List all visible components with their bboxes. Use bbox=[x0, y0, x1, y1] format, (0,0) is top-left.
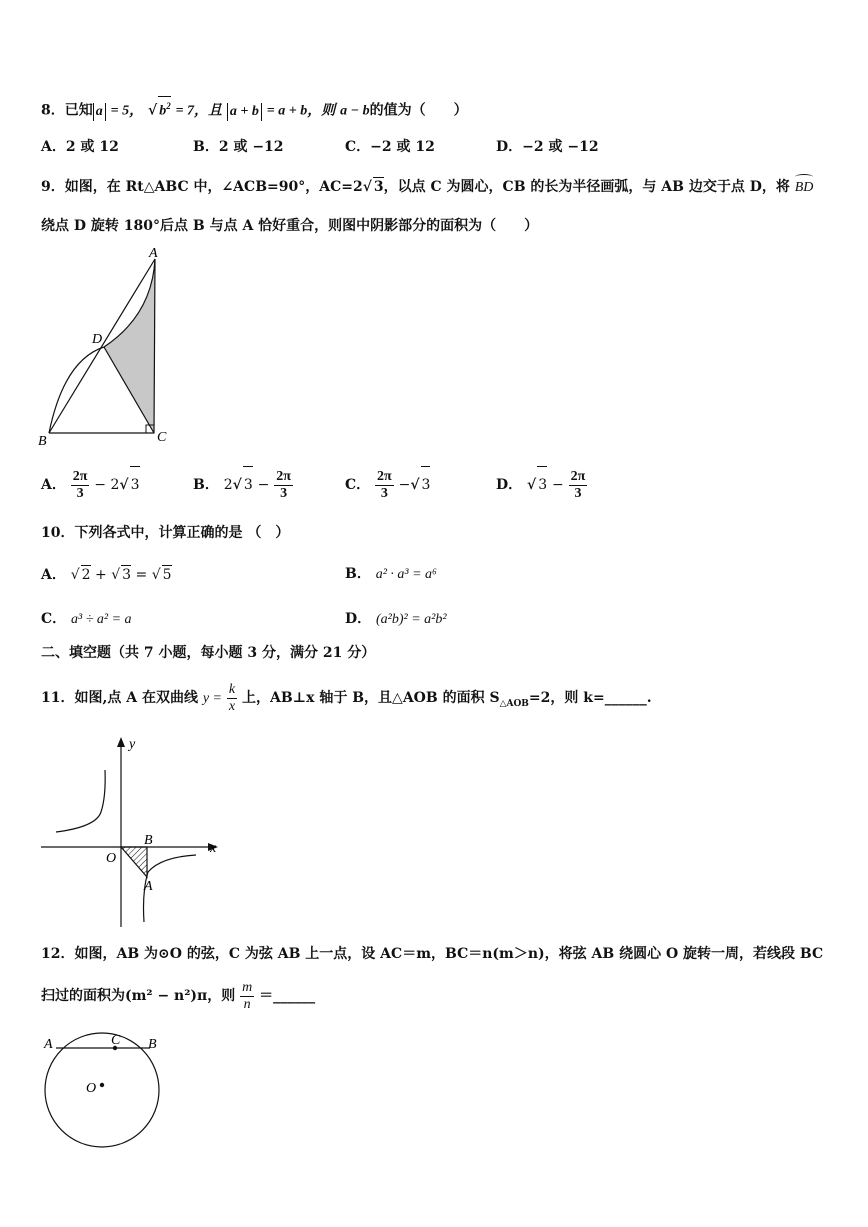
label-a: A bbox=[144, 879, 153, 894]
q9-figure bbox=[34, 245, 234, 455]
q8-option-a: A．2 或 12 bbox=[41, 139, 119, 155]
abs-a: a bbox=[93, 103, 106, 121]
q12-stem-line2: 扫过的面积为(m² − n²)π，则 $\frac{m}{n}$ ＝______ bbox=[41, 979, 316, 1012]
section-heading: 二、填空题（共 7 小题，每小题 3 分，满分 21 分） bbox=[41, 645, 376, 661]
label-o: O bbox=[86, 1081, 97, 1096]
q10-option-a: A． √ 2 + √ 3 = √ 5 bbox=[41, 567, 172, 583]
q8-stem: 8．已知 a = 5， √ $b^2 = 7$，且 a + b = a + b，则 a − b的值为（ ） bbox=[41, 96, 468, 121]
q10-option-b: B． a² · a³ = a⁶ bbox=[345, 566, 437, 582]
label-c: C bbox=[157, 430, 167, 445]
q9-stem-line1: 9．如图，在 Rt△ABC 中，∠ACB=90°，AC=2√ 3，以点 C 为圆心，CB 的长为半径画弧，与 AB 边交于点 D，将 BD bbox=[41, 177, 813, 197]
q8-option-d: D．−2 或 −12 bbox=[496, 139, 599, 155]
shaded-region bbox=[104, 259, 155, 433]
q10-option-d: D． (a²b)² = a²b² bbox=[345, 611, 447, 627]
label-b: B bbox=[38, 434, 47, 449]
label-b: B bbox=[144, 833, 153, 848]
label-a: A bbox=[44, 1037, 53, 1052]
y-axis-arrow bbox=[117, 737, 125, 747]
q11-stem: 11．如图,点 A 在双曲线 y = $\frac{k}{x}$ 上，AB⊥x 轴于 B，且△AOB 的面积 $S_{\triangle AOB}=2$，则 k=______. bbox=[41, 681, 652, 714]
q9-option-a: A． $\frac{2\pi}{3}$ − 2√ 3 bbox=[41, 466, 140, 502]
point-o bbox=[100, 1083, 104, 1087]
q12-figure bbox=[38, 1030, 178, 1150]
sqrt-b2: $b^2$ bbox=[158, 96, 171, 121]
q10-option-c: C． a³ ÷ a² = a bbox=[41, 611, 132, 627]
circle-o bbox=[45, 1033, 159, 1147]
q12-stem-line1: 12．如图，AB 为⊙O 的弦，C 为弦 AB 上一点，设 AC＝m，BC＝n(m＞n)，将弦 AB 绕圆心 O 旋转一周，若线段 BC bbox=[41, 946, 824, 962]
q9-stem-line2: 绕点 D 旋转 180°后点 B 与点 A 恰好重合，则图中阴影部分的面积为（ ） bbox=[41, 218, 539, 234]
label-o: O bbox=[106, 851, 117, 866]
q9-option-d: D． √ 3 − $\frac{2\pi}{3}$ bbox=[496, 466, 587, 502]
arc-bd-label: BD bbox=[795, 180, 814, 195]
q10-stem: 10．下列各式中，计算正确的是 （ ） bbox=[41, 525, 290, 541]
label-c: C bbox=[111, 1033, 121, 1048]
hyperbola-left-branch bbox=[56, 770, 105, 832]
triangle-aob bbox=[121, 847, 147, 877]
label-a: A bbox=[149, 246, 158, 261]
q8-option-c: C．−2 或 12 bbox=[345, 139, 435, 155]
label-x: x bbox=[210, 841, 217, 856]
q11-figure bbox=[36, 732, 236, 932]
q8-option-b: B．2 或 −12 bbox=[193, 139, 284, 155]
label-d: D bbox=[92, 332, 103, 347]
abs-a-plus-b: a + b bbox=[227, 103, 262, 121]
label-y: y bbox=[129, 737, 136, 752]
q9-option-c: C． $\frac{2\pi}{3}$ −√ 3 bbox=[345, 466, 430, 502]
label-b: B bbox=[148, 1037, 157, 1052]
q9-option-b: B． 2√ 3 − $\frac{2\pi}{3}$ bbox=[193, 466, 293, 502]
